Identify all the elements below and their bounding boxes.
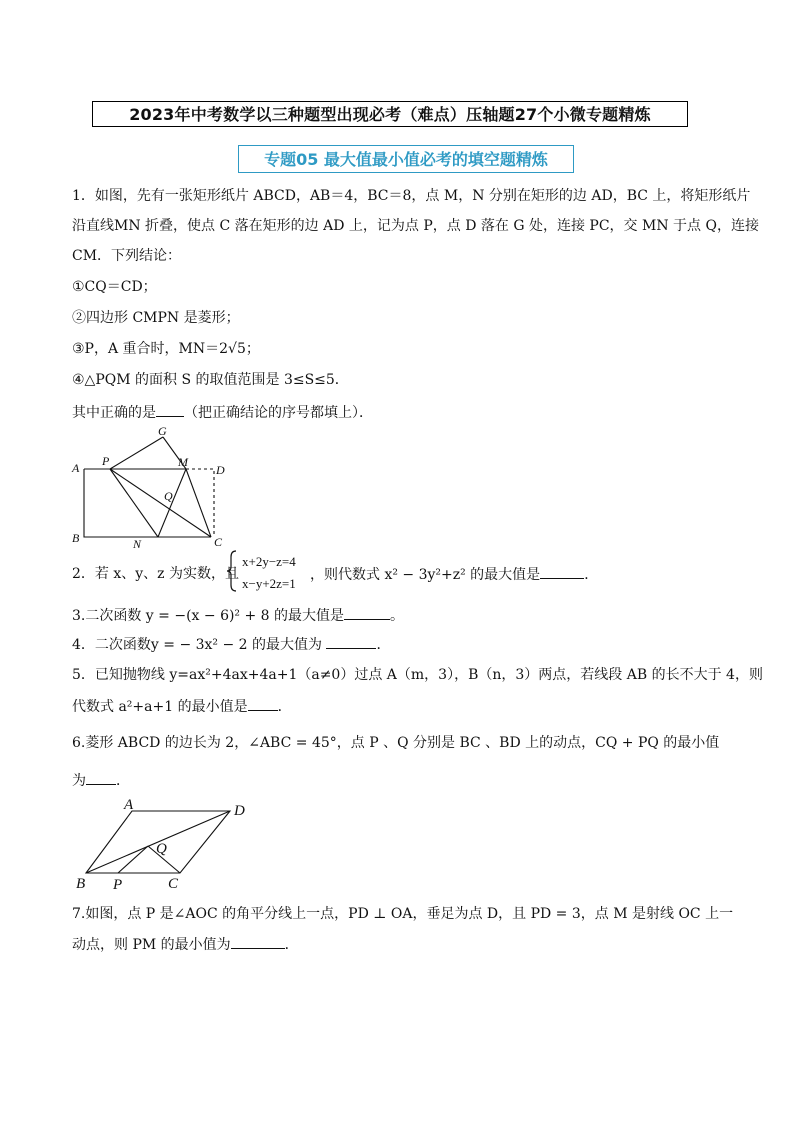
segment-mc [186,469,211,537]
p5-pre: 代数式 a²+a+1 的最小值是 [72,699,248,715]
problem1-conclusion-3 [72,339,260,359]
equation-2: x−y+2z=1 [242,576,296,591]
figure-rectangle-fold [66,424,236,550]
fig6-label-p: P [113,877,123,892]
p5-end: ． [277,699,292,715]
p7-end: ． [284,937,299,953]
c3-root: √5 [228,341,246,357]
answer-blank-7[interactable] [231,934,285,949]
segment-pn [110,469,158,537]
problem2-tail [310,564,598,585]
p3-end: 。 [390,608,405,624]
problem6-line1: 6.菱形 ABCD 的边长为 2，∠ABC = 45°，点 P 、Q 分别是 BC 、BD 上的动点，CQ + PQ 的最小值 [72,735,720,751]
fig1-label-q: Q [164,489,173,503]
segment-nm [158,469,186,537]
answer-blank-5[interactable] [248,696,278,711]
problem5-line2 [72,696,292,717]
figure-rhombus [72,796,262,892]
problem1-line3: CM．下列结论： [72,248,182,264]
fig1-label-g: G [158,424,167,438]
fig6-label-d: D [234,803,245,819]
c3-pre: ③P，A 重合时，MN＝2 [72,341,229,357]
p3-pre: 3.二次函数 y = −(x − 6)² + 8 的最大值是 [72,608,345,624]
fig6-label-q: Q [156,841,167,857]
problem1-line1: 1．如图，先有一张矩形纸片 ABCD，AB＝4，BC＝8，点 M，N 分别在矩形的边 AD，BC 上，将矩形纸片 [72,188,751,204]
main-title: 2023年中考数学以三种题型出现必考（难点）压轴题27个小微专题精炼 [92,101,688,127]
ask-pre: 其中正确的是 [72,405,156,421]
problem7-line1: 7.如图，点 P 是∠AOC 的角平分线上一点，PD ⊥ OA，垂足为点 D，且 PD = 3，点 M 是射线 OC 上一 [72,906,734,922]
p7-pre: 动点，则 PM 的最小值为 [72,937,231,953]
problem1-question [72,402,373,423]
segment-pg [110,437,163,469]
fig1-label-p: P [102,454,110,468]
problem3 [72,605,404,626]
problem5-line1: 5．已知抛物线 y=ax²+4ax+4a+1（a≠0）过点 A（m，3），B（n，3）两点，若线段 AB 的长不大于 4，则 [72,667,763,683]
problem7-line2 [72,934,299,955]
problem2 [72,564,239,584]
answer-blank-3[interactable] [344,605,390,620]
fig1-label-b: B [72,531,80,545]
fig1-label-a: A [72,461,80,475]
problem4 [72,634,390,655]
problem1-conclusion-2: ②四边形 CMPN 是菱形； [72,310,240,326]
p2-post: ，则代数式 x² − 3y²+z² 的最大值是 [310,567,541,583]
answer-blank-1[interactable] [156,402,184,417]
fig1-label-c: C [214,535,223,549]
problem6-line2 [72,770,130,791]
p4-end: ． [376,637,391,653]
fig1-label-d: D [216,463,225,477]
p2-pre: 2．若 x、y、z 为实数，且 [72,566,239,582]
problem1-conclusion-4: ④△PQM 的面积 S 的取值范围是 3≤S≤5． [72,372,349,388]
brace-icon [226,549,238,593]
rect-left-bottom [84,469,211,537]
segment-pc [110,469,211,537]
problem1-conclusion-1: ①CQ＝CD； [72,279,157,295]
p6-end: ． [116,773,130,789]
fig6-label-b: B [76,876,86,892]
fig1-label-m: M [178,455,188,469]
p6-pre: 为 [72,773,86,789]
answer-blank-6[interactable] [86,770,116,785]
answer-blank-4[interactable] [326,634,376,649]
fig6-label-c: C [168,876,179,892]
fig6-label-a: A [124,797,134,813]
problem1-line2: 沿直线MN 折叠，使点 C 落在矩形的边 AD 上，记为点 P，点 D 落在 G 处，连接 PC，交 MN 于点 Q，连接 [72,218,759,234]
sub-title: 专题05 最大值最小值必考的填空题精炼 [238,145,574,173]
answer-blank-2[interactable] [540,564,584,579]
p4-pre: 4．二次函数y = − 3x² − 2 的最大值为 [72,637,323,653]
equation-1: x+2y−z=4 [242,554,296,569]
segment-pq [118,846,148,873]
c3-post: ； [245,341,260,357]
fig1-label-n: N [133,537,142,550]
p2-end: ． [584,567,599,583]
ask-post: （把正确结论的序号都填上）． [184,405,373,421]
